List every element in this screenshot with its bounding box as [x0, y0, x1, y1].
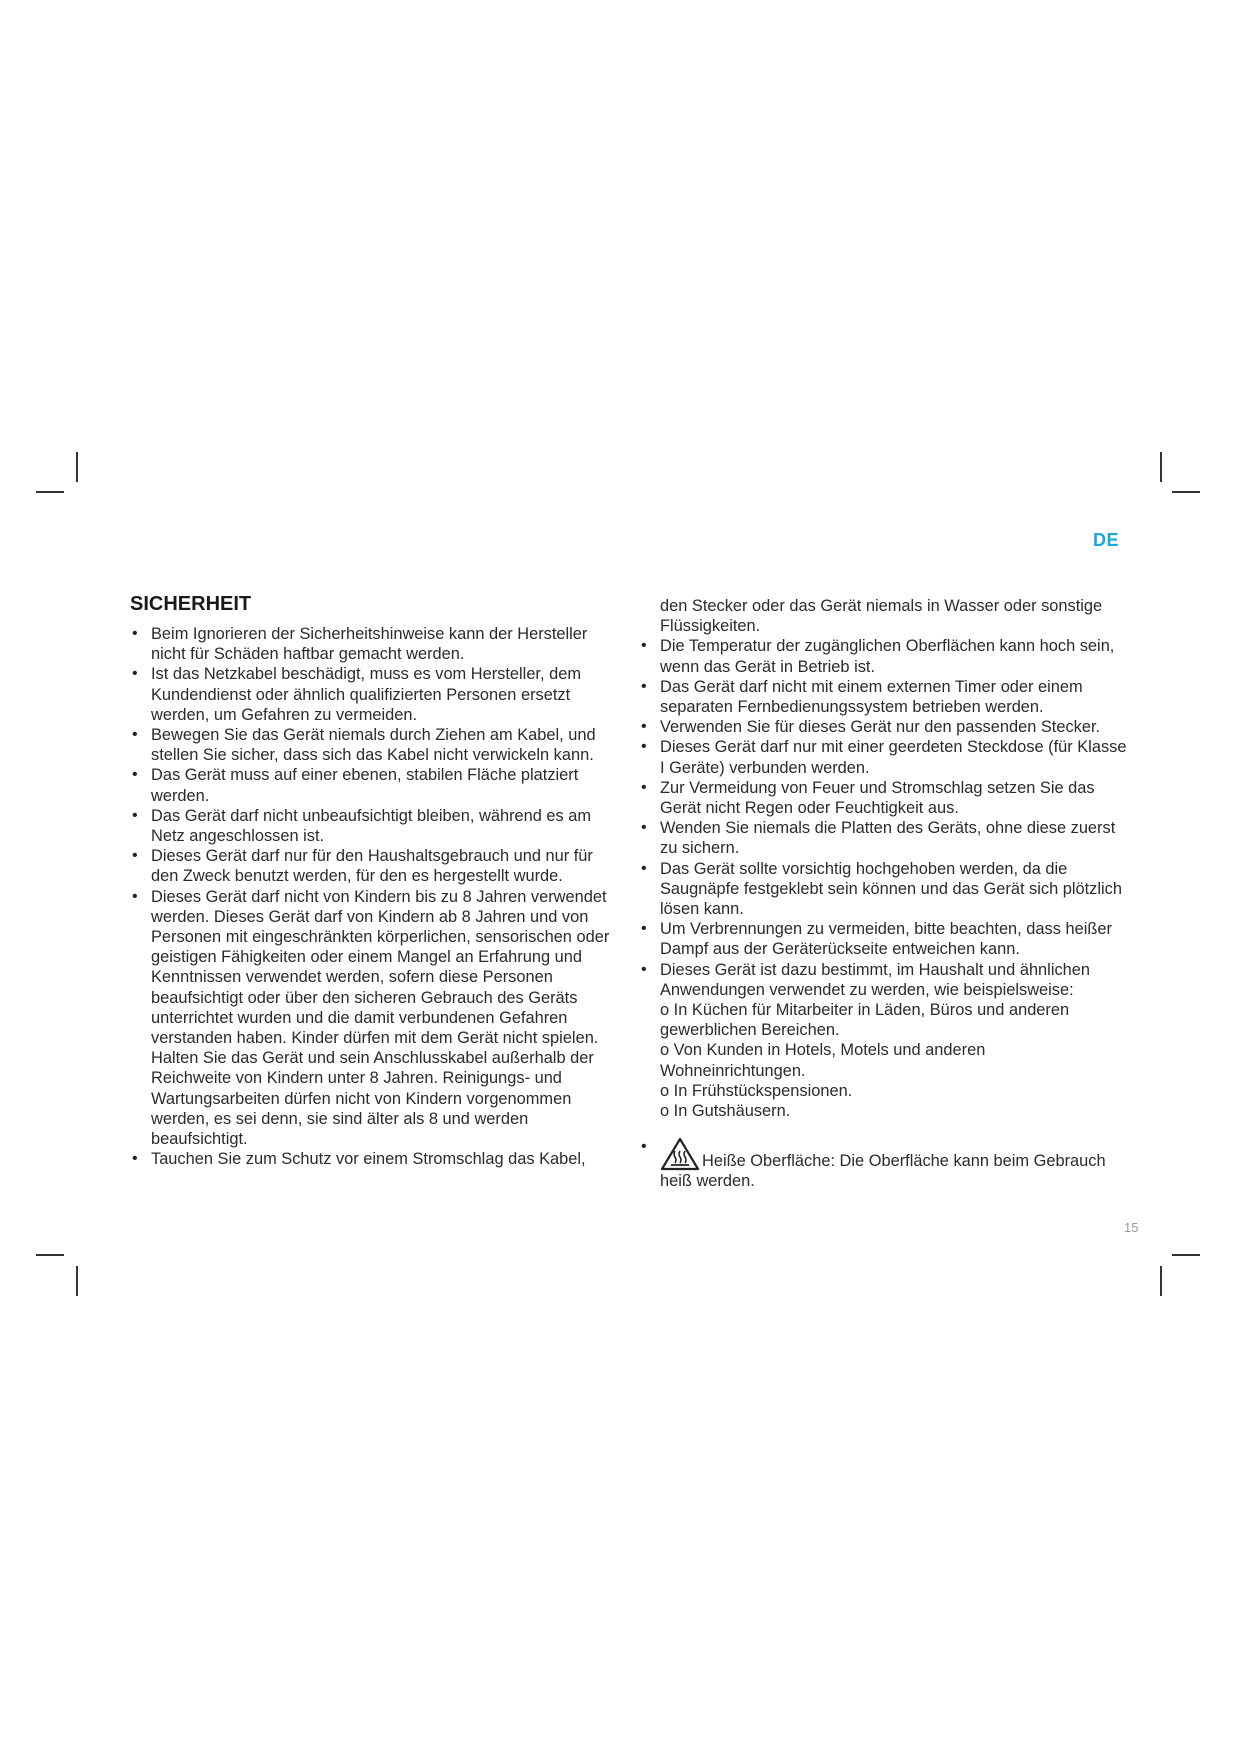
crop-mark-bottom-left-vertical	[76, 1266, 78, 1296]
list-item: • Dieses Gerät darf nur mit einer geerdeten Steckdose (für Klasse I Geräte) verbunden werden.	[639, 737, 1129, 777]
crop-mark-bottom-right-vertical	[1160, 1266, 1162, 1296]
list-item: • Das Gerät muss auf einer ebenen, stabilen Fläche platziert werden.	[130, 765, 610, 805]
list-item: • Die Temperatur der zugänglichen Oberflächen kann hoch sein, wenn das Gerät in Betrieb ist.	[639, 636, 1129, 676]
usage-example: o Von Kunden in Hotels, Motels und anderen Wohneinrichtungen.	[660, 1041, 986, 1080]
list-item: • Dieses Gerät darf nicht von Kindern bis zu 8 Jahren verwendet werden. Dieses Gerät darf von Kindern ab 8 Jahren und von Personen mit eingeschränkten körperlichen, sensorischen oder geistigen Fähigkeiten oder einem Mangel an Erfahrung und Kenntnissen verwendet werden, sofern diese Personen beaufsichtigt oder über den sicheren Gebrauch des Geräts unterrichtet wurden und die damit verbundenen Gefahren verstanden haben. Kinder dürfen mit dem Gerät nicht spielen. Halten Sie das Gerät und sein Anschlusskabel außerhalb der Reichweite von Kindern unter 8 Jahren. Reinigungs- und Wartungsarbeiten dürfen nicht von Kindern vorgenommen werden, es sei denn, sie sind älter als 8 und werden beaufsichtigt.	[130, 887, 610, 1150]
right-safety-list	[639, 596, 1129, 1192]
crop-mark-bottom-right-horizontal	[1172, 1254, 1200, 1256]
list-item-continuation: den Stecker oder das Gerät niemals in Wasser oder sonstige Flüssigkeiten.	[660, 597, 1103, 636]
list-item: • Dieses Gerät darf nur für den Haushaltsgebrauch und nur für den Zweck benutzt werden, für den es hergestellt wurde.	[130, 846, 610, 886]
list-item: • Ist das Netzkabel beschädigt, muss es vom Hersteller, dem Kundendienst oder ähnlich qualifizierten Personen ersetzt werden, um Gefahren zu vermeiden.	[130, 664, 610, 725]
crop-mark-top-left-horizontal	[36, 491, 64, 493]
crop-mark-top-left-vertical	[76, 452, 78, 482]
list-item-hot-surface	[639, 1137, 1129, 1191]
crop-mark-top-right-horizontal	[1172, 491, 1200, 493]
list-item: • Das Gerät darf nicht unbeaufsichtigt bleiben, während es am Netz angeschlossen ist.	[130, 806, 610, 846]
hot-surface-warning-icon	[660, 1137, 700, 1171]
list-item: • Das Gerät sollte vorsichtig hochgehoben werden, da die Saugnäpfe festgeklebt sein können und das Gerät sich plötzlich lösen kann.	[639, 859, 1129, 920]
left-safety-list	[130, 624, 610, 1169]
usage-example: o In Gutshäusern.	[660, 1102, 791, 1121]
section-title: SICHERHEIT	[130, 593, 252, 615]
list-item: • Beim Ignorieren der Sicherheitshinweise kann der Hersteller nicht für Schäden haftbar gemacht werden.	[130, 624, 610, 664]
list-item: • Wenden Sie niemals die Platten des Geräts, ohne diese zuerst zu sichern.	[639, 818, 1129, 858]
list-item: • Verwenden Sie für dieses Gerät nur den passenden Stecker.	[639, 717, 1129, 737]
hot-surface-text: Heiße Oberfläche: Die Oberfläche kann beim Gebrauch heiß werden.	[660, 1152, 1106, 1191]
list-item: • Zur Vermeidung von Feuer und Stromschlag setzen Sie das Gerät nicht Regen oder Feuchtigkeit aus.	[639, 778, 1129, 818]
crop-mark-top-right-vertical	[1160, 452, 1162, 482]
usage-example: o In Frühstückspensionen.	[660, 1081, 853, 1100]
list-item: • Das Gerät darf nicht mit einem externen Timer oder einem separaten Fernbedienungssystem betrieben werden.	[639, 677, 1129, 717]
list-item: • Bewegen Sie das Gerät niemals durch Ziehen am Kabel, und stellen Sie sicher, dass sich das Kabel nicht verwickeln kann.	[130, 725, 610, 765]
list-item: • Tauchen Sie zum Schutz vor einem Stromschlag das Kabel,	[130, 1149, 610, 1169]
language-code: DE	[1093, 530, 1120, 550]
list-item-usage	[639, 960, 1129, 1122]
crop-mark-bottom-left-horizontal	[36, 1254, 64, 1256]
page-number: 15	[1124, 1220, 1139, 1235]
list-item: • Um Verbrennungen zu vermeiden, bitte beachten, dass heißer Dampf aus der Geräterückseite entweichen kann.	[639, 919, 1129, 959]
usage-intro: • Dieses Gerät ist dazu bestimmt, im Haushalt und ähnlichen Anwendungen verwendet zu werden, wie beispielsweise:	[660, 960, 1090, 999]
usage-example: o In Küchen für Mitarbeiter in Läden, Büros und anderen gewerblichen Bereichen.	[660, 1001, 1070, 1040]
